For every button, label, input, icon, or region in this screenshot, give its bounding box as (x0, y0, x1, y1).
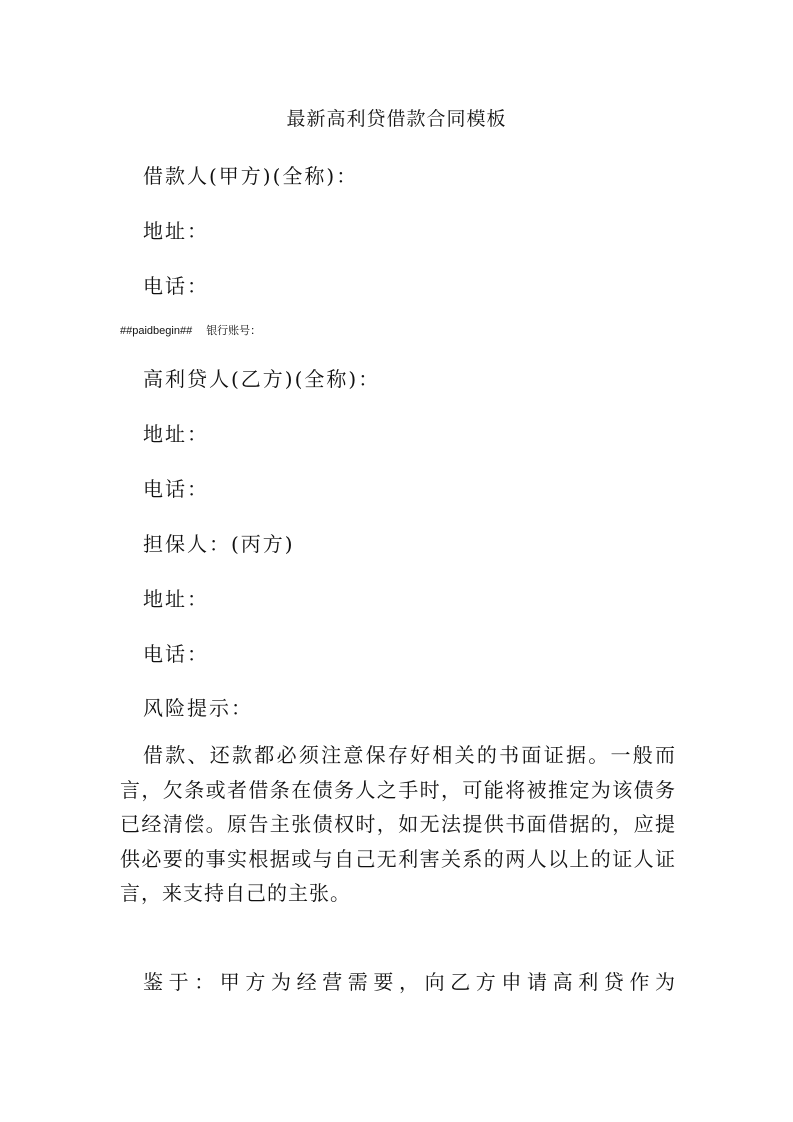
borrower-phone: 电话： (143, 274, 209, 298)
document-title: 最新高利贷借款合同模板 (286, 108, 507, 130)
guarantor-address: 地址： (143, 587, 209, 611)
guarantor-label: 担保人：(丙方) (143, 532, 295, 556)
whereas-paragraph: 鉴于：甲方为经营需要，向乙方申请高利贷作为 (143, 970, 676, 994)
paid-marker: ##paidbegin## (120, 325, 193, 337)
borrower-address: 地址： (143, 219, 209, 243)
risk-heading: 风险提示： (143, 696, 253, 720)
bank-account-label: 银行账号： (206, 325, 262, 337)
guarantor-phone: 电话： (143, 642, 209, 666)
bank-account-line (120, 322, 261, 338)
lender-label: 高利贷人(乙方)(全称)： (143, 367, 381, 391)
lender-address: 地址： (143, 422, 209, 446)
borrower-label: 借款人(甲方)(全称)： (143, 164, 359, 188)
lender-phone: 电话： (143, 477, 209, 501)
risk-paragraph: 借款、还款都必须注意保存好相关的书面证据。一般而言，欠条或者借条在债务人之手时，可能将被推定为该债务已经清偿。原告主张债权时，如无法提供书面借据的，应提供必要的事实根据或与自己无利害关系的两人以上的证人证言，来支持自己的主张。 (120, 743, 676, 906)
